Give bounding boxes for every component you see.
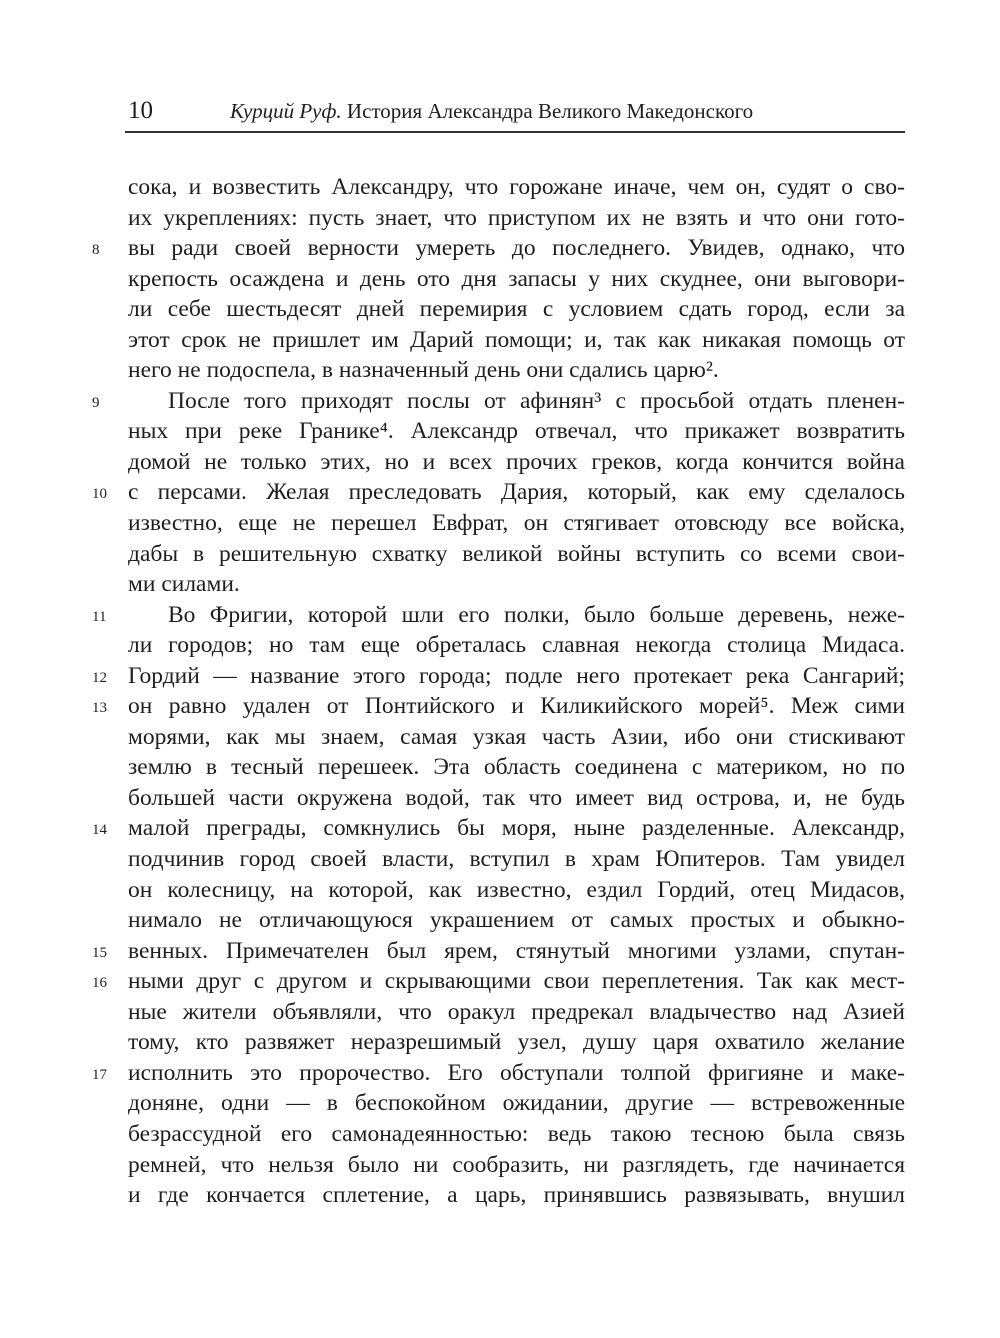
text-line-content: их укреплениях: пусть знает, что приступом их не взять и что они гото- [128,204,905,231]
header-rule [125,131,905,133]
text-line-content: венных. Примечателен был ярем, стянутый многими узлами, спутан- [128,937,905,964]
text-line-content: ли себе шестьдесят дней перемирия с условием сдать город, если за [128,296,905,323]
text-line-content: исполнить это пророчество. Его обступали толпой фригияне и маке- [128,1059,905,1086]
body-text [92,172,905,1211]
text-line-content: морями, как мы знаем, самая узкая часть Азии, ибо они стискивают [128,723,905,750]
section-number: 17 [92,1066,107,1083]
text-line [128,539,905,570]
text-line [128,264,905,295]
text-line-content: крепость осаждена и день ото дня запасы у них скуднее, они выговори- [128,265,905,292]
page-number: 10 [128,97,153,124]
text-line [92,477,905,508]
text-line [128,997,905,1028]
text-line-content: подчинив город своей власти, вступил в храм Юпитеров. Там увидел [128,846,905,873]
text-line [92,1058,905,1089]
text-line [128,783,905,814]
text-line-content: домой не только этих, но и всех прочих греков, когда кончится война [128,448,905,475]
text-line [128,325,905,356]
text-line-content: Во Фригии, которой шли его полки, было больше деревень, неже- [168,601,905,628]
text-line-content: большей части окружена водой, так что имеет вид острова, и, не будь [128,784,905,811]
text-line-content: этот срок не пришлет им Дарий помощи; и, так как никакая помощь от [128,326,905,353]
text-line [128,294,905,325]
text-line [128,355,905,386]
text-line [128,905,905,936]
text-line [128,752,905,783]
text-line [128,172,905,203]
text-line-content: тому, кто развяжет неразрешимый узел, душу царя охватило желание [128,1029,905,1056]
text-line [128,447,905,478]
text-line-content: он колесницу, на которой, как известно, ездил Гордий, отец Мидасов, [128,876,905,903]
section-number: 15 [92,944,107,961]
text-line [128,630,905,661]
text-line [92,936,905,967]
text-line-content: ные жители объявляли, что оракул предрекал владычество над Азией [128,998,905,1025]
section-number: 8 [92,242,100,259]
text-line-content: он равно удален от Понтийского и Киликийского морей⁵. Меж сими [128,693,905,720]
text-line-content: дабы в решительную схватку великой войны вступить со всеми свои- [128,540,905,567]
text-line [128,416,905,447]
text-line [92,813,905,844]
text-line-content: малой преграды, сомкнулись бы моря, ныне разделенные. Александр, [128,815,905,842]
text-line-content: него не подоспела, в назначенный день они сдались царю². [128,357,719,384]
text-line-content: После того приходят послы от афинян³ с просьбой отдать пленен- [168,387,905,414]
running-head-author: Курций Руф. [230,99,342,123]
text-line-content: ли городов; но там еще обреталась славная некогда столица Мидаса. [128,632,905,659]
text-line [128,875,905,906]
running-head-title: История Александра Великого Македонского [341,99,754,123]
text-line [128,569,905,600]
text-line-content: Гордий — название этого города; подле него протекает река Сангарий; [128,662,905,689]
section-number: 11 [92,608,107,625]
text-line-content: нимало не отличающуюся украшением от самых простых и обыкно- [128,907,905,934]
text-line-content: ными друг с другом и скрывающими свои переплетения. Так как мест- [128,968,905,995]
text-line-content: и где кончается сплетение, а царь, принявшись развязывать, внушил [128,1182,905,1209]
text-line-content: ми силами. [128,571,240,598]
section-number: 13 [92,700,107,717]
text-line-content: известно, еще не перешел Евфрат, он стягивает отовсюду все войска, [128,510,905,537]
section-number: 12 [92,669,107,686]
text-line [128,203,905,234]
text-line [128,1088,905,1119]
text-line [92,600,905,631]
text-line [128,1180,905,1211]
section-number: 10 [92,486,107,503]
text-line-content: ных при реке Гранике⁴. Александр отвечал, что прикажет возвратить [128,418,905,445]
text-line-content: доняне, одни — в беспокойном ожидании, другие — встревоженные [128,1090,905,1117]
text-line [128,844,905,875]
running-head [230,99,753,124]
text-line [128,1119,905,1150]
text-line [128,508,905,539]
section-number: 16 [92,975,107,992]
text-line-content: безрассудной его самонадеянностью: ведь такою тесною была связь [128,1120,905,1147]
text-line [92,966,905,997]
text-line [128,722,905,753]
text-line [128,1150,905,1181]
text-line-content: вы ради своей верности умереть до последнего. Увидев, однако, что [128,235,905,262]
text-line-content: землю в тесный перешеек. Эта область соединена с материком, но по [128,754,905,781]
text-line [92,386,905,417]
section-number: 9 [92,394,100,411]
text-line [92,233,905,264]
text-line [92,691,905,722]
section-number: 14 [92,822,107,839]
text-line-content: ремней, что нельзя было ни сообразить, ни разглядеть, где начинается [128,1151,905,1178]
text-line [128,1027,905,1058]
text-line [92,661,905,692]
text-line-content: сока, и возвестить Александру, что горожане иначе, чем он, судят о сво- [128,174,905,200]
text-line-content: с персами. Желая преследовать Дария, который, как ему сделалось [128,479,905,506]
